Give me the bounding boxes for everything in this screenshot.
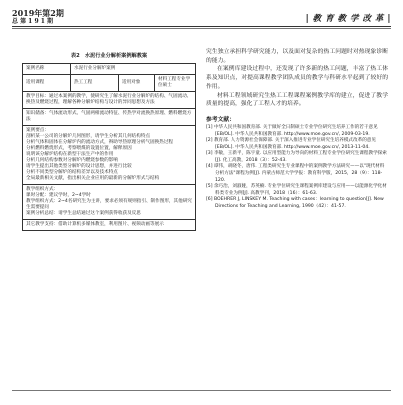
section-title: | 教 育 教 学 改 革 | xyxy=(305,14,391,24)
right-column xyxy=(206,48,388,211)
reference-item: [6] BOEHRER J, LINSKEY M. Teaching with cases：learning to question[J]. New Directions for Teaching and Learning, 1990（42）：41-57. xyxy=(206,197,384,210)
total-issue-label: 总 第 1 9 1 期 xyxy=(12,18,53,25)
table-cell-label: 适用课程 xyxy=(23,75,71,91)
references-title: 参考文献： xyxy=(206,116,235,123)
table-cell-value: 材料工程专业学位硕士 xyxy=(158,77,191,88)
table-row xyxy=(23,91,195,108)
table-row xyxy=(23,74,195,91)
table-cell-label: 适用对象 xyxy=(119,75,155,91)
table-cell-value: 水泥行业分解炉案例 xyxy=(74,66,116,71)
issue-label: 2019年第2期 xyxy=(12,8,64,18)
paragraph-2: 在案例库建设过程中，还发现了许多新的热工问题，丰富了热工体系及知识点，对提高课程教学团队成员的教学与科研水平起到了较好的作用。 xyxy=(206,66,388,90)
table-row xyxy=(23,219,195,230)
reference-item: [1] 中华人民共和国教育部. 关于做好全日制硕士专业学位研究生培养工作的若干意见[EB/OL]. 中华人民共和国教育部. http://www.moe.gov.cn/, 2009-03-19. xyxy=(206,124,378,137)
table-cell-label: 案例名称 xyxy=(23,64,71,74)
footer-divider xyxy=(12,390,391,391)
table-cell-block: 教学目标：通过本案例的教学，使研究生了解水泥行业分解炉的结构、气固流动、换热及燃烧过程，理解各种分解炉结构与设计的异同思想及方法 xyxy=(26,94,192,105)
left-column xyxy=(22,52,196,231)
table-cell-block: 其它教学支持：借助计算机多媒体教室，利用图片、视频动画等展示 xyxy=(26,222,164,227)
paragraph-3: 材料工程领域研究生热工工程课程案例教学库的建立，促进了教学质量的提高，强化了工程人才的培养。 xyxy=(206,92,388,108)
header-issue-block xyxy=(12,8,64,26)
reference-item: [2] 教育部. 人力资源社会保障部. 关于深入推进专业学位研究生培养模式改革的意见[EB/OL]. 中华人民共和国教育部. http://www.moe.gov.cn/, 2013-11-04. xyxy=(206,138,376,150)
table-cell-block: 案例要点： 剖析某一公司的分解炉几何图形，请学生分析其几何结构特点 分析气体和固体在分解炉内的流动方式，辩助导热原理分析气固换热过程 分析燃料燃烧形式，考察喂煤的设置位置，解释原因 说明该分解炉结构在新型干法生产中的作用 分析几何结构参数对分解炉内燃烧参数的影响 请学生提出其他类型分解炉的设计思想，并进行比较 分析不同类型分解炉的结构差异以及技术特点 全局最新相关文献，指出相关企业应用的最新的分解炉形式与结构 xyxy=(26,128,174,181)
table-row xyxy=(23,184,195,219)
table-cell-block: 教学组织方式： 课时分配：建议学时，2~4学时 教学组织方式：2~4名研究生为主讲，要求必须有规则指引、制作图形，其他研究生需要提问 案例分析总结：请学生总结通过这个案例获得收获及反思 xyxy=(26,187,192,216)
case-table xyxy=(22,63,196,231)
table-title: 表2 水泥行业分解析案例解教案 xyxy=(70,53,148,59)
header-divider-thin xyxy=(12,28,391,29)
header-divider xyxy=(12,26,391,27)
reference-item: [4] 谭伟，胡晓冬，唐伟. 工程类研究生专业课程中的案例教学方法研究——以"现代材料分析方法"课程为例[J]. 内蒙古师范大学学报：教育科学版，2015，28（9）：118-120. xyxy=(206,164,385,183)
reference-item: [3] 李敏，王新平，陈宇童. 以应用型能力为导向的材料工程专业学位研究生课程教学探索[J]. 化工高教，2018（3）：52-43. xyxy=(206,151,387,163)
table-row xyxy=(23,108,195,125)
table-row xyxy=(23,64,195,74)
references-list xyxy=(206,125,388,211)
table-cell-block: 知识储备：气体流动形式、气固两相流动特征、传热学对流换热原理、燃料燃烧方法 xyxy=(26,111,192,122)
reference-item: [5] 余巧治，刘淑娅，苏英楠. 专业学位研究生课程案例库建设与应用——以能源化学化材料类专业为例[J]. 高教学刊，2018（16）：61-63. xyxy=(206,184,387,196)
paragraph-1: 究生独立承担科学研究能力，以及面对复杂的热工问题时对热现象诊断的能力。 xyxy=(206,49,388,64)
table-cell-value: 热工工程 xyxy=(71,75,119,91)
table-row xyxy=(23,125,195,184)
